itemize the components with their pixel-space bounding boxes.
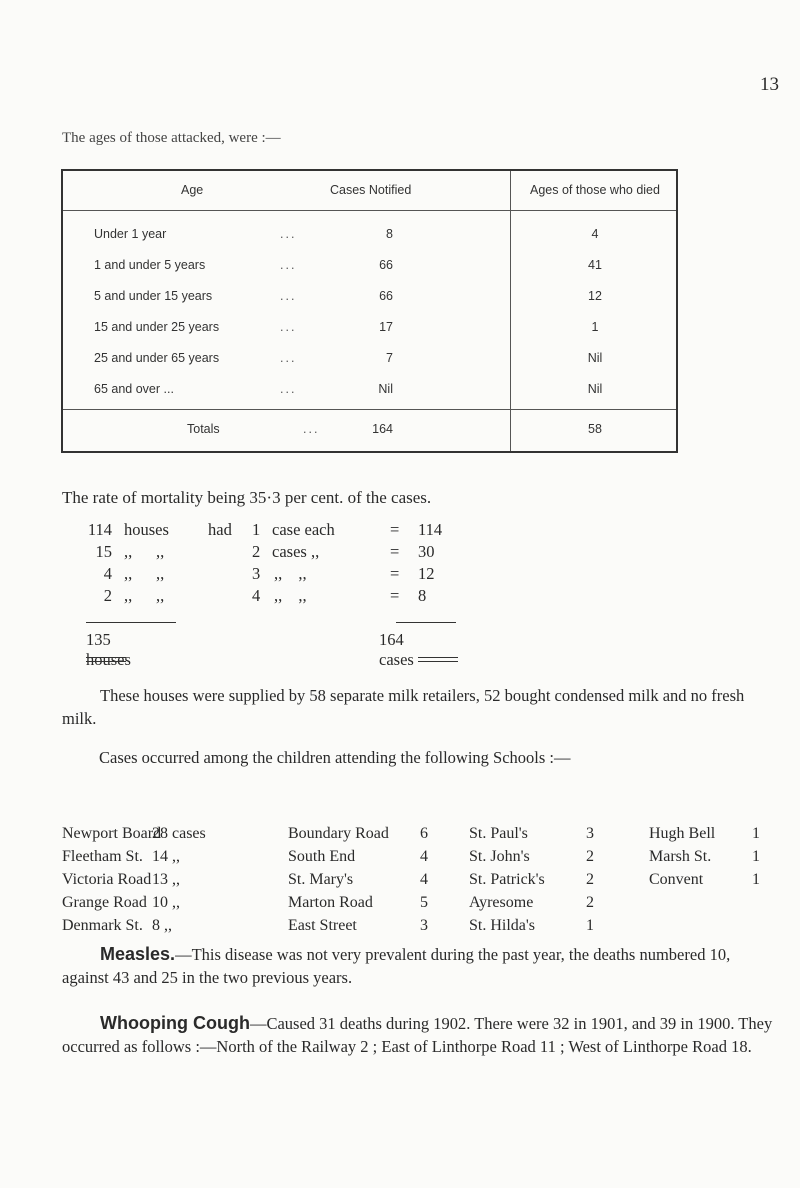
row-died: 4 <box>591 227 599 241</box>
school-name: St. Hilda's <box>469 917 535 934</box>
school-count: 1 <box>752 825 760 842</box>
school-count: 3 <box>420 917 428 934</box>
whooping-paragraph <box>62 1012 774 1058</box>
houses-b: ,, <box>156 586 165 605</box>
school-count: 10 ,, <box>152 894 180 911</box>
measles-text: —This disease was not very prevalent during the past year, the deaths numbered 10, against 43 and 25 in the two previous years. <box>62 945 731 987</box>
measles-paragraph <box>62 943 774 989</box>
houses-total: 12 <box>418 564 435 583</box>
totals-label: Totals <box>187 422 220 436</box>
row-died: 1 <box>591 320 599 334</box>
row-dots: ... <box>280 227 297 241</box>
houses-eq: = <box>390 564 400 583</box>
totals-cases: 164 <box>372 422 393 436</box>
row-died: Nil <box>587 382 603 396</box>
houses-d: cases ,, <box>272 542 320 561</box>
double-rule-houses <box>86 657 126 662</box>
header-rule <box>63 210 676 211</box>
milk-text: These houses were supplied by 58 separate milk retailers, 52 bought condensed milk and no fresh milk. <box>62 686 745 728</box>
milk-paragraph <box>62 684 774 730</box>
ages-table <box>61 169 678 453</box>
school-count: 2 <box>586 848 594 865</box>
houses-n: 4 <box>103 564 112 583</box>
row-dots: ... <box>280 258 297 272</box>
double-rule-cases <box>418 657 458 662</box>
houses-b: had <box>208 520 232 539</box>
school-count: 1 <box>586 917 594 934</box>
houses-a: houses <box>124 520 169 539</box>
row-cases: 8 <box>386 227 393 241</box>
row-age: Under 1 year <box>94 227 167 241</box>
school-name: Boundary Road <box>288 825 389 842</box>
school-count: 1 <box>752 848 760 865</box>
school-name: Marsh St. <box>649 848 712 865</box>
houses-total: 30 <box>418 542 435 561</box>
houses-c: 4 <box>252 586 261 605</box>
total-cases: 164 cases <box>379 630 414 669</box>
school-name: South End <box>288 848 356 865</box>
houses-total: 8 <box>418 586 427 605</box>
school-count: 3 <box>586 825 594 842</box>
school-count: 8 ,, <box>152 917 172 934</box>
houses-n: 2 <box>103 586 112 605</box>
school-name: Denmark St. <box>62 917 143 934</box>
school-name: St. Paul's <box>469 825 528 842</box>
measles-heading: Measles. <box>100 944 176 964</box>
school-name: Newport Board <box>62 825 162 842</box>
row-cases: 66 <box>379 258 393 272</box>
houses-c: 1 <box>252 520 261 539</box>
school-count: 1 <box>752 871 760 888</box>
school-name: Hugh Bell <box>649 825 716 842</box>
totals-dots: ... <box>303 422 320 436</box>
row-died: 12 <box>588 289 602 303</box>
row-died: Nil <box>587 351 603 365</box>
school-name: East Street <box>288 917 357 934</box>
houses-eq: = <box>390 586 400 605</box>
houses-a: ,, <box>124 542 133 561</box>
school-name: St. Patrick's <box>469 871 545 888</box>
row-died: 41 <box>588 258 602 272</box>
school-name: St. John's <box>469 848 530 865</box>
houses-a: ,, <box>124 586 133 605</box>
school-name: Ayresome <box>469 894 534 911</box>
totals-died: 58 <box>588 422 602 436</box>
houses-c: 3 <box>252 564 261 583</box>
row-age: 5 and under 15 years <box>94 289 213 303</box>
row-age: 1 and under 5 years <box>94 258 206 272</box>
houses-rule <box>86 622 176 623</box>
school-count: 5 <box>420 894 428 911</box>
row-dots: ... <box>280 289 297 303</box>
houses-c: 2 <box>252 542 261 561</box>
houses-eq: = <box>390 520 400 539</box>
row-cases: 7 <box>386 351 393 365</box>
houses-n: 114 <box>87 520 112 539</box>
houses-d: case each <box>272 520 335 539</box>
school-name: Marton Road <box>288 894 373 911</box>
houses-b: ,, <box>156 542 165 561</box>
row-dots: ... <box>280 382 297 396</box>
school-count: 2 <box>586 871 594 888</box>
school-name: Victoria Road <box>62 871 152 888</box>
school-name: Convent <box>649 871 704 888</box>
houses-total: 114 <box>418 520 443 539</box>
houses-n: 15 <box>95 542 112 561</box>
row-age: 15 and under 25 years <box>94 320 220 334</box>
row-cases: Nil <box>378 382 393 396</box>
houses-eq: = <box>390 542 400 561</box>
row-dots: ... <box>280 320 297 334</box>
houses-d: ,, ,, <box>274 586 307 605</box>
table-intro: The ages of those attacked, were :— <box>62 130 281 146</box>
row-age: 65 and over ... <box>94 382 174 396</box>
school-count: 4 <box>420 848 428 865</box>
header-cases: Cases Notified <box>330 183 412 197</box>
whooping-text: —Caused 31 deaths during 1902. There were 32 in 1901, and 39 in 1900. They occurred as follows :—North of the Railway 2 ; East of Linthorpe Road 11 ; West of Linthorpe Road 18. <box>62 1014 773 1056</box>
header-died: Ages of those who died <box>530 183 660 197</box>
row-cases: 66 <box>379 289 393 303</box>
whooping-heading: Whooping Cough <box>100 1013 250 1033</box>
cases-rule <box>396 622 456 623</box>
houses-b: ,, <box>156 564 165 583</box>
houses-a: ,, <box>124 564 133 583</box>
school-count: 14 ,, <box>152 848 180 865</box>
houses-d: ,, ,, <box>274 564 307 583</box>
school-count: 28 cases <box>152 825 206 842</box>
total-houses: 135 houses <box>86 630 131 669</box>
school-count: 13 ,, <box>152 871 180 888</box>
mortality-rate: The rate of mortality being 35·3 per cent. of the cases. <box>62 488 432 507</box>
row-dots: ... <box>280 351 297 365</box>
school-count: 2 <box>586 894 594 911</box>
school-name: Fleetham St. <box>62 848 143 865</box>
totals-rule <box>63 409 676 410</box>
school-name: St. Mary's <box>288 871 354 888</box>
school-count: 6 <box>420 825 428 842</box>
page-number: 13 <box>760 74 779 95</box>
row-age: 25 and under 65 years <box>94 351 220 365</box>
schools-intro: Cases occurred among the children attending the following Schools :— <box>99 748 571 767</box>
row-cases: 17 <box>379 320 393 334</box>
school-count: 4 <box>420 871 428 888</box>
school-name: Grange Road <box>62 894 147 911</box>
header-age: Age <box>181 183 204 197</box>
